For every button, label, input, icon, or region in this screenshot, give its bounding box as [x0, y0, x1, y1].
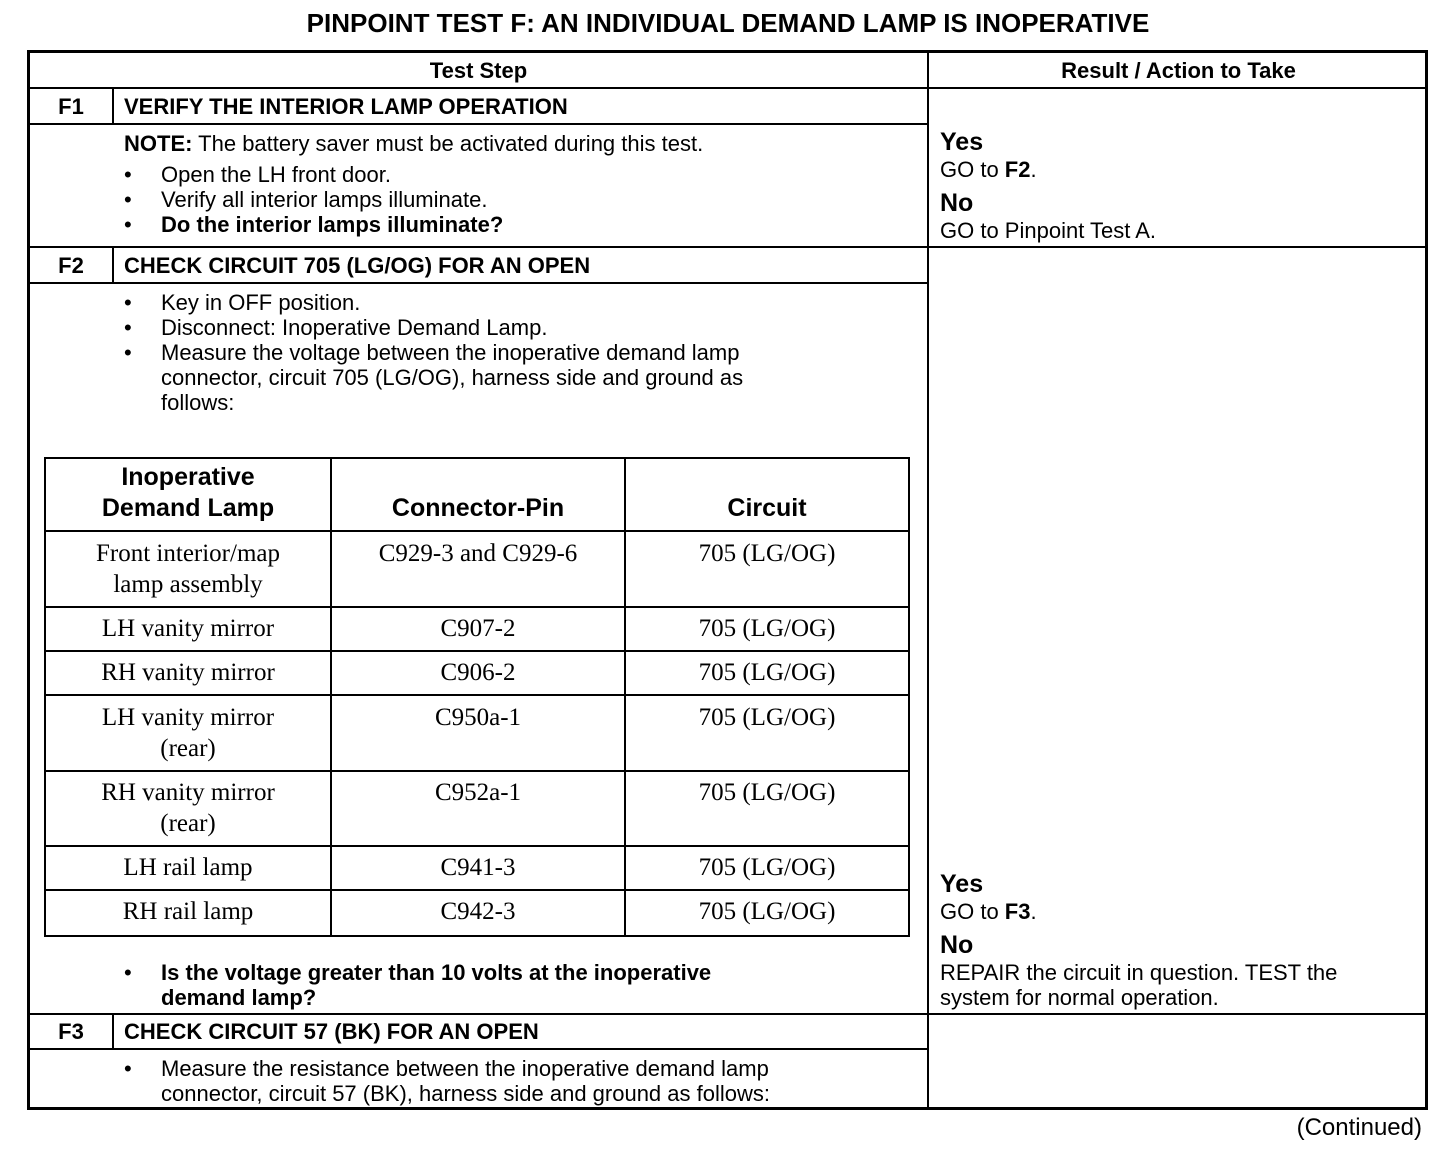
table-cell-lamp: (rear)	[160, 735, 216, 762]
f1-id-divider	[112, 87, 114, 125]
f1-f2-divider	[30, 246, 1428, 248]
f2-bullet-3: Measure the voltage between the inoperative demand lamp	[161, 340, 740, 365]
table-cell-connector: C950a-1	[434, 704, 522, 731]
connector-table-row-divider	[46, 530, 908, 532]
connector-table	[44, 457, 910, 937]
f1-yes-target: F2	[1004, 157, 1031, 182]
bullet: •	[124, 187, 132, 212]
connector-table-row-divider	[46, 770, 908, 772]
f1-step-id: F1	[58, 94, 84, 119]
table-cell-lamp: RH vanity mirror	[101, 659, 275, 686]
test-step-header: Test Step	[429, 58, 528, 83]
f1-heading: VERIFY THE INTERIOR LAMP OPERATION	[124, 94, 568, 119]
f2-no-action-cont: system for normal operation.	[940, 985, 1219, 1010]
connector-table-row-divider	[46, 845, 908, 847]
bullet: •	[124, 212, 132, 237]
f2-yes-suffix: .	[1030, 899, 1037, 924]
f2-step-id: F2	[58, 253, 84, 278]
f2-bullet-3-cont: connector, circuit 705 (LG/OG), harness side and ground as	[161, 365, 744, 390]
result-header: Result / Action to Take	[1061, 58, 1296, 83]
bullet: •	[124, 340, 132, 365]
f1-heading-divider	[30, 123, 927, 125]
f1-yes-suffix: .	[1030, 157, 1037, 182]
table-cell-connector: C907-2	[440, 615, 516, 642]
table-cell-circuit: 705 (LG/OG)	[698, 704, 836, 731]
bullet: •	[124, 1056, 132, 1081]
f1-bullet-2: Verify all interior lamps illuminate.	[161, 187, 488, 212]
col-header-lamp: Demand Lamp	[101, 494, 275, 522]
f2-id-divider	[112, 246, 114, 284]
table-cell-circuit: 705 (LG/OG)	[698, 898, 836, 925]
f1-note-label: NOTE:	[124, 131, 193, 156]
table-cell-connector: C929-3 and C929-6	[378, 540, 578, 567]
bullet: •	[124, 162, 132, 187]
column-divider	[927, 53, 929, 1110]
bullet: •	[124, 315, 132, 340]
f2-bullet-1: Key in OFF position.	[161, 290, 361, 315]
f1-bullet-1: Open the LH front door.	[161, 162, 391, 187]
table-cell-circuit: 705 (LG/OG)	[698, 659, 836, 686]
f3-heading-divider	[30, 1048, 927, 1050]
table-cell-lamp: RH rail lamp	[122, 898, 254, 925]
table-cell-connector: C952a-1	[434, 779, 522, 806]
f2-question: Is the voltage greater than 10 volts at the inoperative	[161, 960, 712, 985]
table-cell-lamp: LH vanity mirror	[101, 615, 275, 642]
col-header-circuit: Circuit	[727, 494, 807, 522]
table-cell-connector: C942-3	[440, 898, 516, 925]
f2-no-action: REPAIR the circuit in question. TEST the	[940, 960, 1338, 985]
connector-table-row-divider	[46, 694, 908, 696]
table-cell-lamp: (rear)	[160, 810, 216, 837]
page-title: PINPOINT TEST F: AN INDIVIDUAL DEMAND LAMP IS INOPERATIVE	[306, 8, 1150, 38]
f2-f3-divider	[30, 1013, 1428, 1015]
col-header-connector: Connector-Pin	[391, 494, 565, 522]
f2-no-label: No	[940, 931, 974, 959]
f2-yes-target: F3	[1004, 899, 1031, 924]
bullet: •	[124, 290, 132, 315]
table-cell-circuit: 705 (LG/OG)	[698, 854, 836, 881]
f2-question-cont: demand lamp?	[161, 985, 317, 1010]
col-header-lamp: Inoperative	[121, 463, 255, 491]
header-divider	[30, 87, 1428, 89]
f2-yes-prefix: GO to	[940, 899, 1005, 924]
table-cell-lamp: Front interior/map	[96, 540, 280, 567]
table-cell-lamp: LH rail lamp	[123, 854, 253, 881]
f2-heading: CHECK CIRCUIT 705 (LG/OG) FOR AN OPEN	[124, 253, 591, 278]
table-cell-connector: C906-2	[440, 659, 516, 686]
f1-note-text: The battery saver must be activated during this test.	[192, 131, 704, 156]
continued-label: (Continued)	[1296, 1114, 1422, 1141]
f1-yes-action	[940, 157, 1037, 182]
connector-table-row-divider	[46, 606, 908, 608]
f1-note	[124, 131, 703, 156]
f2-bullet-3-cont: follows:	[161, 390, 235, 415]
table-cell-lamp: LH vanity mirror	[101, 704, 275, 731]
f3-step-id: F3	[58, 1019, 84, 1044]
table-cell-circuit: 705 (LG/OG)	[698, 540, 836, 567]
table-cell-lamp: RH vanity mirror	[101, 779, 275, 806]
pinpoint-test-table	[27, 50, 1428, 1110]
f1-no-action: GO to Pinpoint Test A.	[940, 218, 1157, 243]
bullet: •	[124, 960, 132, 985]
f1-no-label: No	[940, 189, 974, 217]
f3-bullet-1-cont: connector, circuit 57 (BK), harness side and ground as follows:	[161, 1081, 770, 1106]
f1-yes-label: Yes	[940, 128, 984, 156]
f2-yes-action	[940, 899, 1037, 924]
f2-yes-label: Yes	[940, 870, 984, 898]
connector-table-row-divider	[46, 889, 908, 891]
f3-heading: CHECK CIRCUIT 57 (BK) FOR AN OPEN	[124, 1019, 539, 1044]
table-cell-circuit: 705 (LG/OG)	[698, 779, 836, 806]
f2-heading-divider	[30, 282, 927, 284]
f3-bullet-1: Measure the resistance between the inoperative demand lamp	[161, 1056, 769, 1081]
table-cell-circuit: 705 (LG/OG)	[698, 615, 836, 642]
f3-id-divider	[112, 1013, 114, 1050]
f1-question: Do the interior lamps illuminate?	[161, 212, 504, 237]
table-cell-lamp: lamp assembly	[113, 571, 263, 598]
table-cell-connector: C941-3	[440, 854, 516, 881]
f2-bullet-2: Disconnect: Inoperative Demand Lamp.	[161, 315, 548, 340]
f1-yes-prefix: GO to	[940, 157, 1005, 182]
connector-table-row-divider	[46, 650, 908, 652]
